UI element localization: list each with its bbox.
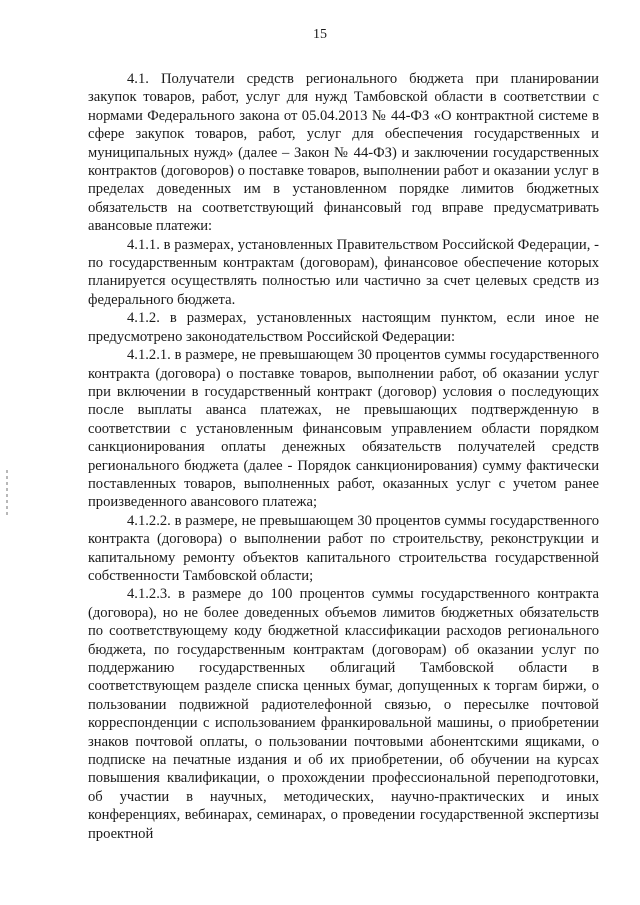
paragraph-4-1-2-1: 4.1.2.1. в размере, не превышающем 30 процентов суммы государственного контракта (договора) о поставке товаров, выполнении работ, об оказании услуг при включении в государственный контракт (договор) условия о последующих после выплаты аванса платежах, не превышающих подтвержденную в соответствии с установленным финансовым управлением области порядком санкционирования оплаты денежных обязательств получателей средств регионального бюджета (далее - Порядок санкционирования) сумму фактически поставленных товаров, выполненных работ, оказанных услуг с учетом ранее произведенного авансового платежа; <box>88 347 599 511</box>
margin-scan-mark <box>6 470 8 518</box>
document-body <box>88 70 599 843</box>
paragraph-4-1-2: 4.1.2. в размерах, установленных настоящим пунктом, если иное не предусмотрено законодательством Российской Федерации: <box>88 310 599 345</box>
paragraph-4-1: 4.1. Получатели средств регионального бюджета при планировании закупок товаров, работ, услуг для нужд Тамбовской области в соответствии с нормами Федерального закона от 05.04.2013 № 44-ФЗ «О контрактной системе в сфере закупок товаров, работ, услуг для обеспечения государственных и муниципальных нужд» (далее – Закон № 44-ФЗ) и заключении государственных контрактов (договоров) о поставке товаров, выполнении работ и оказании услуг в пределах доведенных им в установленном порядке лимитов бюджетных обязательств на соответствующий финансовый год вправе предусматривать авансовые платежи: <box>88 71 599 235</box>
paragraph-4-1-1: 4.1.1. в размерах, установленных Правительством Российской Федерации, - по государственным контрактам (договорам), финансовое обеспечение которых планируется осуществлять полностью или частично за счет целевых средств из федерального бюджета. <box>88 236 599 308</box>
page-number: 15 <box>313 27 327 42</box>
paragraph-4-1-2-3: 4.1.2.3. в размере до 100 процентов суммы государственного контракта (договора), но не более доведенных объемов лимитов бюджетных обязательств по соответствующему коду бюджетной классификации расходов регионального бюджета, по государственным контрактам (договорам) об оказании услуг по поддержанию государственных облигаций Тамбовской области в соответствующем разделе списка ценных бумаг, допущенных к торгам биржи, о пользовании подвижной радиотелефонной связью, о пересылке почтовой корреспонденции с использованием франкировальной машины, о приобретении знаков почтовой оплаты, о пользовании почтовыми абонентскими ящиками, о подписке на печатные издания и об их приобретении, об обучении на курсах повышения квалификации, о прохождении профессиональной переподготовки, об участии в научных, методических, научно-практических и иных конференциях, вебинарах, семинарах, о проведении государственной экспертизы проектной <box>88 586 599 842</box>
paragraph-4-1-2-2: 4.1.2.2. в размере, не превышающем 30 процентов суммы государственного контракта (договора) о выполнении работ по строительству, реконструкции и капитальному ремонту объектов капитального строительства государственной собственности Тамбовской области; <box>88 512 599 584</box>
